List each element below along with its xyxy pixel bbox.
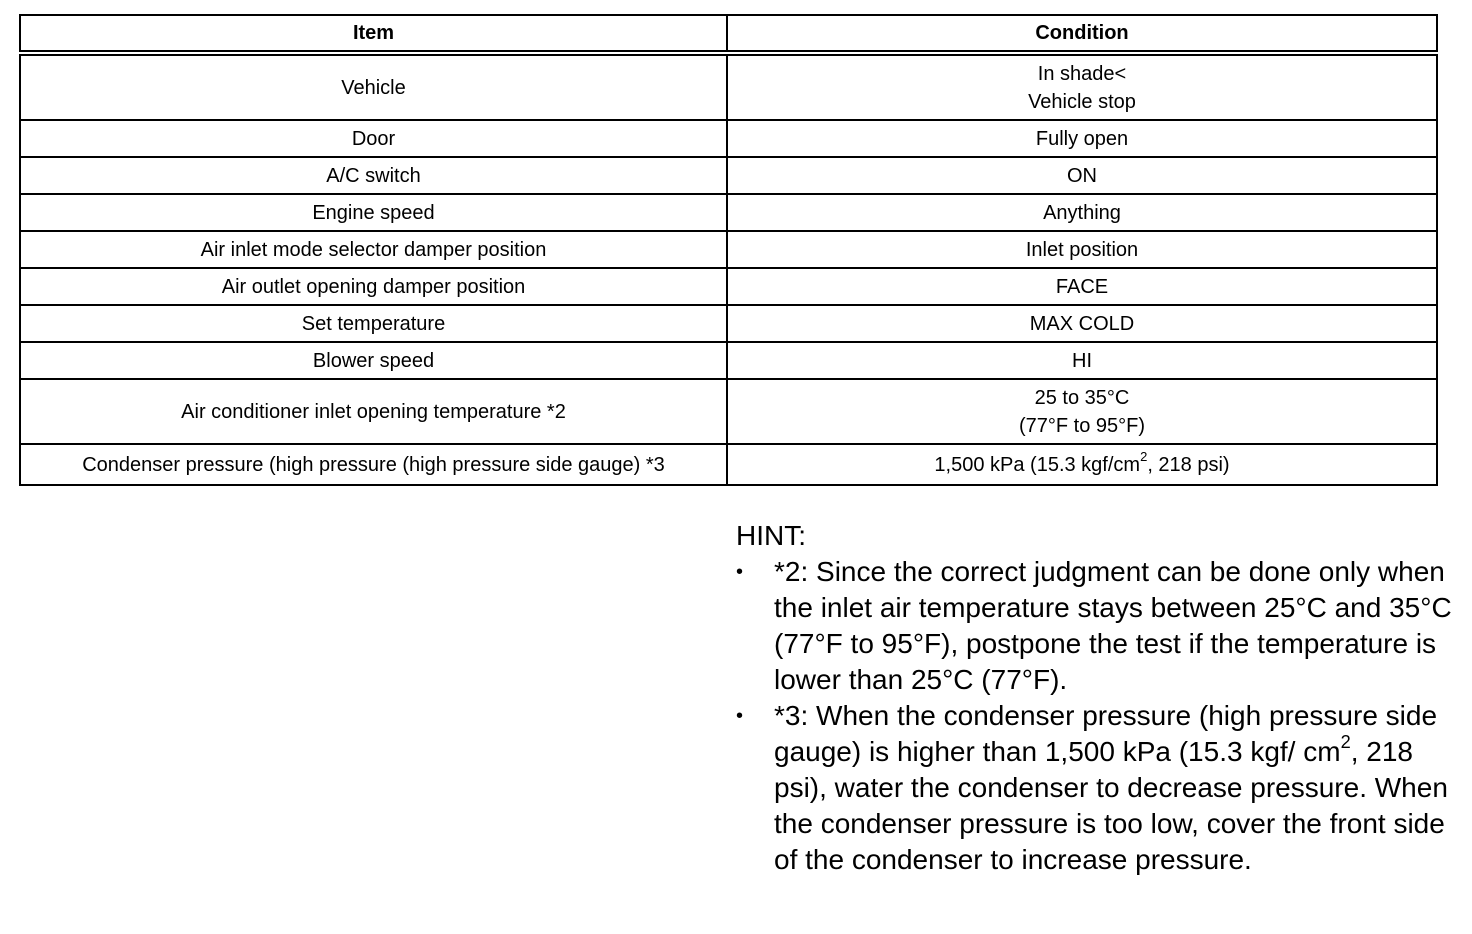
hint-text: *3: When the condenser pressure (high pressure side gauge) is higher than 1,500 kPa (15.3 kgf/ cm xyxy=(774,700,1438,767)
condition-line: In shade< xyxy=(1037,62,1127,85)
table-row xyxy=(20,268,1437,305)
item-cell: A/C switch xyxy=(20,157,727,194)
condition-text: , 218 psi) xyxy=(1147,453,1230,476)
condition-cell: Inlet position xyxy=(727,231,1437,268)
condition-line: 25 to 35°C xyxy=(1034,386,1130,409)
column-header-item: Item xyxy=(20,15,727,53)
hint-text: *2: Since the correct judgment can be done only when the inlet air temperature stays between 25°C and 35°C (77°F to 95°F), postpone the test if the temperature is lower than 25°C (77°F). xyxy=(774,556,1452,695)
conditions-table xyxy=(19,14,1438,486)
condition-cell: ON xyxy=(727,157,1437,194)
item-cell: Air inlet mode selector damper position xyxy=(20,231,727,268)
condition-cell xyxy=(727,444,1437,485)
item-cell: Condenser pressure (high pressure (high pressure side gauge) *3 xyxy=(20,444,727,485)
table-row xyxy=(20,120,1437,157)
item-cell: Air outlet opening damper position xyxy=(20,268,727,305)
table-row xyxy=(20,379,1437,444)
bullet-icon: • xyxy=(736,705,744,727)
table-row xyxy=(20,157,1437,194)
condition-cell: Anything xyxy=(727,194,1437,231)
item-cell: Vehicle xyxy=(20,53,727,120)
condition-line: (77°F to 95°F) xyxy=(1018,414,1146,437)
condition-cell: MAX COLD xyxy=(727,305,1437,342)
condition-text: 1,500 kPa (15.3 kgf/cm xyxy=(934,453,1141,476)
condition-cell: FACE xyxy=(727,268,1437,305)
condition-cell xyxy=(727,53,1437,120)
hint-item xyxy=(736,698,1456,878)
item-cell: Set temperature xyxy=(20,305,727,342)
table-header-row xyxy=(20,15,1437,53)
table-row xyxy=(20,305,1437,342)
hint-item xyxy=(736,554,1456,698)
hint-section xyxy=(736,518,1456,878)
superscript: 2 xyxy=(1140,448,1148,464)
item-cell: Engine speed xyxy=(20,194,727,231)
bullet-icon: • xyxy=(736,561,744,583)
item-cell: Air conditioner inlet opening temperature *2 xyxy=(20,379,727,444)
table-row xyxy=(20,444,1437,485)
condition-cell: Fully open xyxy=(727,120,1437,157)
condition-cell: HI xyxy=(727,342,1437,379)
table-row xyxy=(20,194,1437,231)
table-row xyxy=(20,231,1437,268)
superscript: 2 xyxy=(1340,731,1351,752)
item-cell: Door xyxy=(20,120,727,157)
hint-list xyxy=(736,554,1456,878)
table-row xyxy=(20,53,1437,120)
table-row xyxy=(20,342,1437,379)
item-cell: Blower speed xyxy=(20,342,727,379)
condition-cell xyxy=(727,379,1437,444)
column-header-condition: Condition xyxy=(727,15,1437,53)
hint-title: HINT: xyxy=(736,520,806,551)
condition-line: Vehicle stop xyxy=(1028,90,1136,113)
hint-text: , 218 psi), water the condenser to decrease pressure. When the condenser pressure is too low, cover the front side of the condenser to increase pressure. xyxy=(774,736,1448,875)
